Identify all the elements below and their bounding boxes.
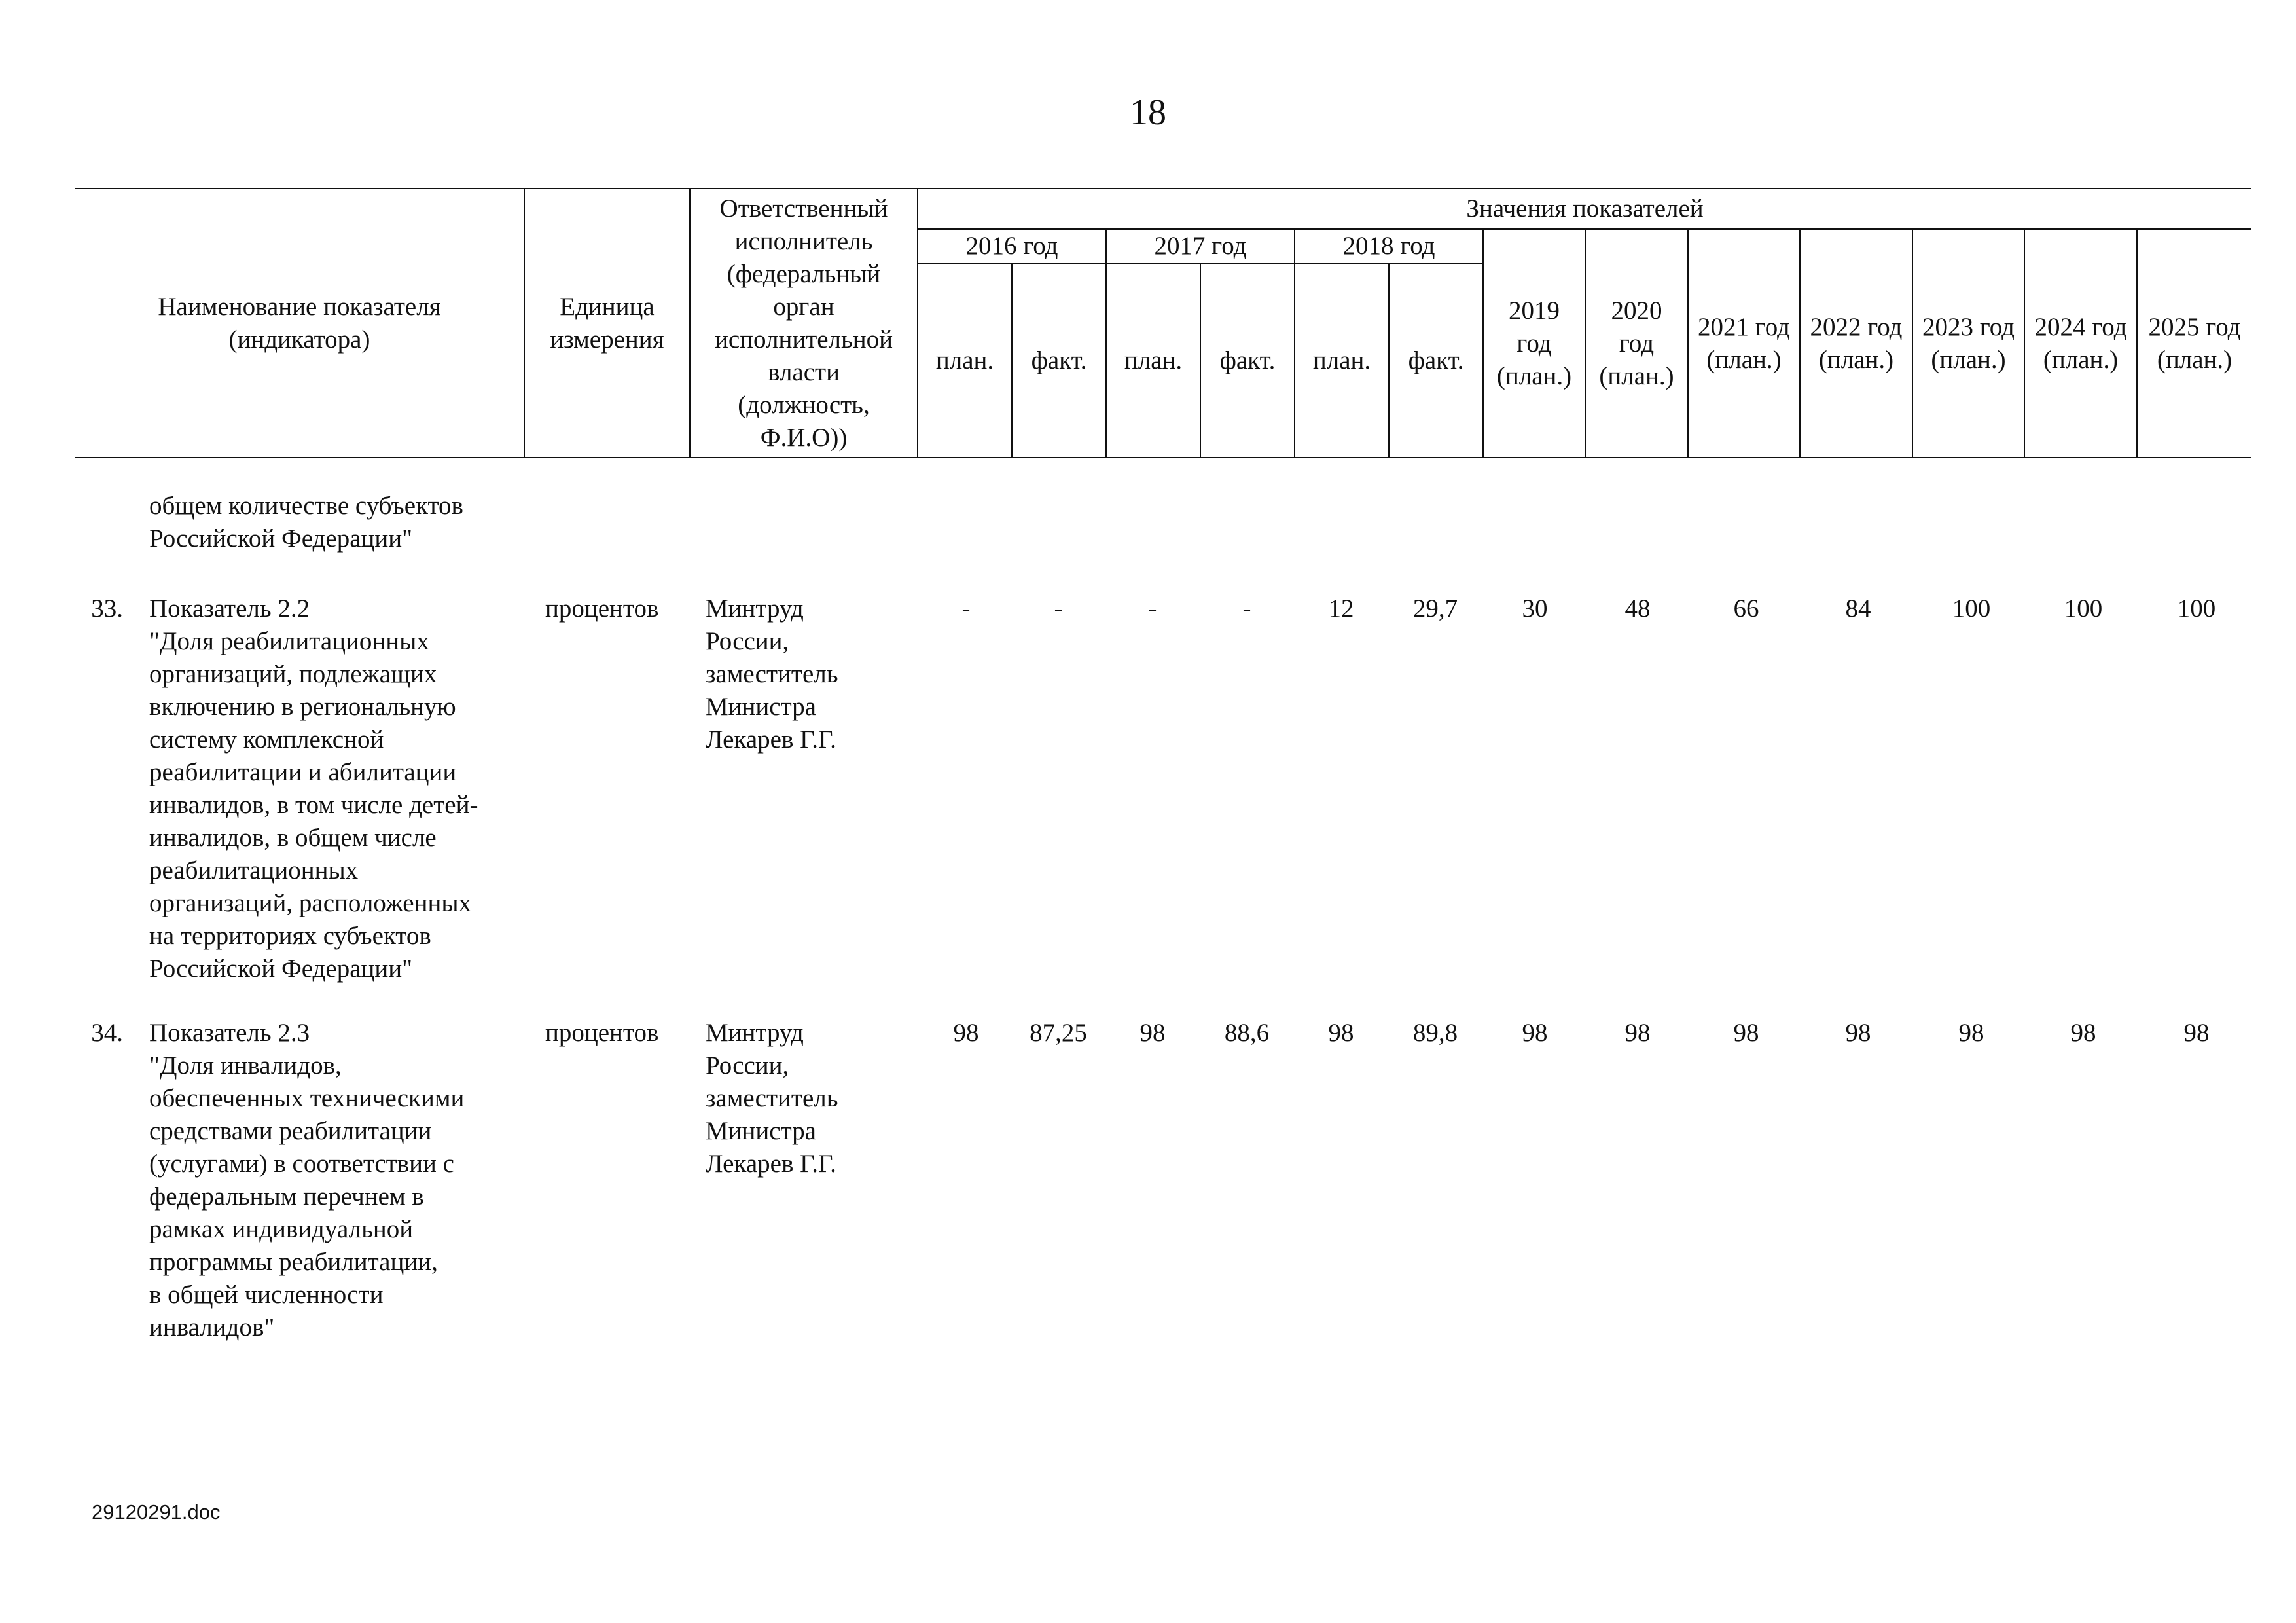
footer-filename: 29120291.doc (92, 1501, 221, 1523)
row-value: - (1148, 594, 1157, 623)
row-executor: Минтруд России, заместитель Министра Лекарев Г.Г. (706, 1019, 838, 1178)
header-2017-plan: план. (1106, 263, 1200, 458)
header-2020: 2020 год (план.) (1585, 229, 1688, 458)
row-indicator-name: Показатель 2.3 "Доля инвалидов, обеспеченных техническими средствами реабилитации (услугами) в соответствии с федеральным перечнем в рамках индивидуальной программы реабилитации, в общей численности инвалидов" (149, 1019, 465, 1341)
header-2016: 2016 год (918, 229, 1106, 263)
row-value: 66 (1733, 594, 1759, 623)
header-2023: 2023 год (план.) (1912, 229, 2024, 458)
row-unit: процентов (545, 1019, 659, 1047)
header-2022: 2022 год (план.) (1800, 229, 1912, 458)
header-unit: Единица измерения (524, 189, 690, 458)
row-value: 98 (953, 1019, 979, 1047)
continuation-text: общем количестве субъектов Российской Федерации" (149, 492, 463, 553)
header-2024: 2024 год (план.) (2024, 229, 2137, 458)
row-value: 48 (1624, 594, 1651, 623)
row-value: 98 (1139, 1019, 1166, 1047)
header-2025: 2025 год (план.) (2137, 229, 2251, 458)
header-values-title: Значения показателей (918, 189, 2251, 229)
header-2017: 2017 год (1106, 229, 1295, 263)
row-value: 100 (2177, 594, 2216, 623)
row-number: 34. (91, 1019, 123, 1047)
header-2018-plan: план. (1295, 263, 1389, 458)
row-value: 88,6 (1224, 1019, 1270, 1047)
row-value: - (1054, 594, 1063, 623)
row-value: 30 (1522, 594, 1548, 623)
row-value: 100 (2064, 594, 2103, 623)
header-executor: Ответственный исполнитель (федеральный орган исполнительной власти (должность, Ф.И.О)) (690, 189, 918, 458)
header-2016-plan: план. (918, 263, 1012, 458)
row-value: 84 (1845, 594, 1871, 623)
header-2021: 2021 год (план.) (1688, 229, 1800, 458)
row-value: 98 (1958, 1019, 1984, 1047)
row-value: - (1242, 594, 1251, 623)
row-value: 29,7 (1412, 594, 1458, 623)
row-number: 33. (91, 594, 123, 623)
row-value: 98 (1522, 1019, 1548, 1047)
row-value: 98 (2070, 1019, 2096, 1047)
row-value: 12 (1328, 594, 1354, 623)
header-2016-fact: факт. (1012, 263, 1106, 458)
header-2018-fact: факт. (1389, 263, 1483, 458)
header-indicator-name: Наименование показателя (индикатора) (75, 189, 524, 458)
row-value: 98 (1328, 1019, 1354, 1047)
row-indicator-name: Показатель 2.2 "Доля реабилитационных организаций, подлежащих включению в региональную систему комплексной реабилитации и абилитации инвалидов, в том числе детей- инвалидов, в общем числе реабилитационных организаций, расположенных на территориях субъектов Российской Федерации" (149, 594, 478, 983)
row-value: 98 (2183, 1019, 2210, 1047)
table-header (75, 188, 2251, 458)
row-value: - (961, 594, 971, 623)
header-2018: 2018 год (1295, 229, 1483, 263)
row-value: 98 (1845, 1019, 1871, 1047)
row-value: 98 (1733, 1019, 1759, 1047)
row-value: 87,25 (1030, 1019, 1087, 1047)
row-value: 89,8 (1412, 1019, 1458, 1047)
row-value: 100 (1952, 594, 1991, 623)
page-number: 18 (1130, 92, 1166, 133)
header-2019: 2019 год (план.) (1483, 229, 1585, 458)
header-2017-fact: факт. (1200, 263, 1295, 458)
row-executor: Минтруд России, заместитель Министра Лекарев Г.Г. (706, 594, 838, 754)
row-unit: процентов (545, 594, 659, 623)
row-value: 98 (1624, 1019, 1651, 1047)
